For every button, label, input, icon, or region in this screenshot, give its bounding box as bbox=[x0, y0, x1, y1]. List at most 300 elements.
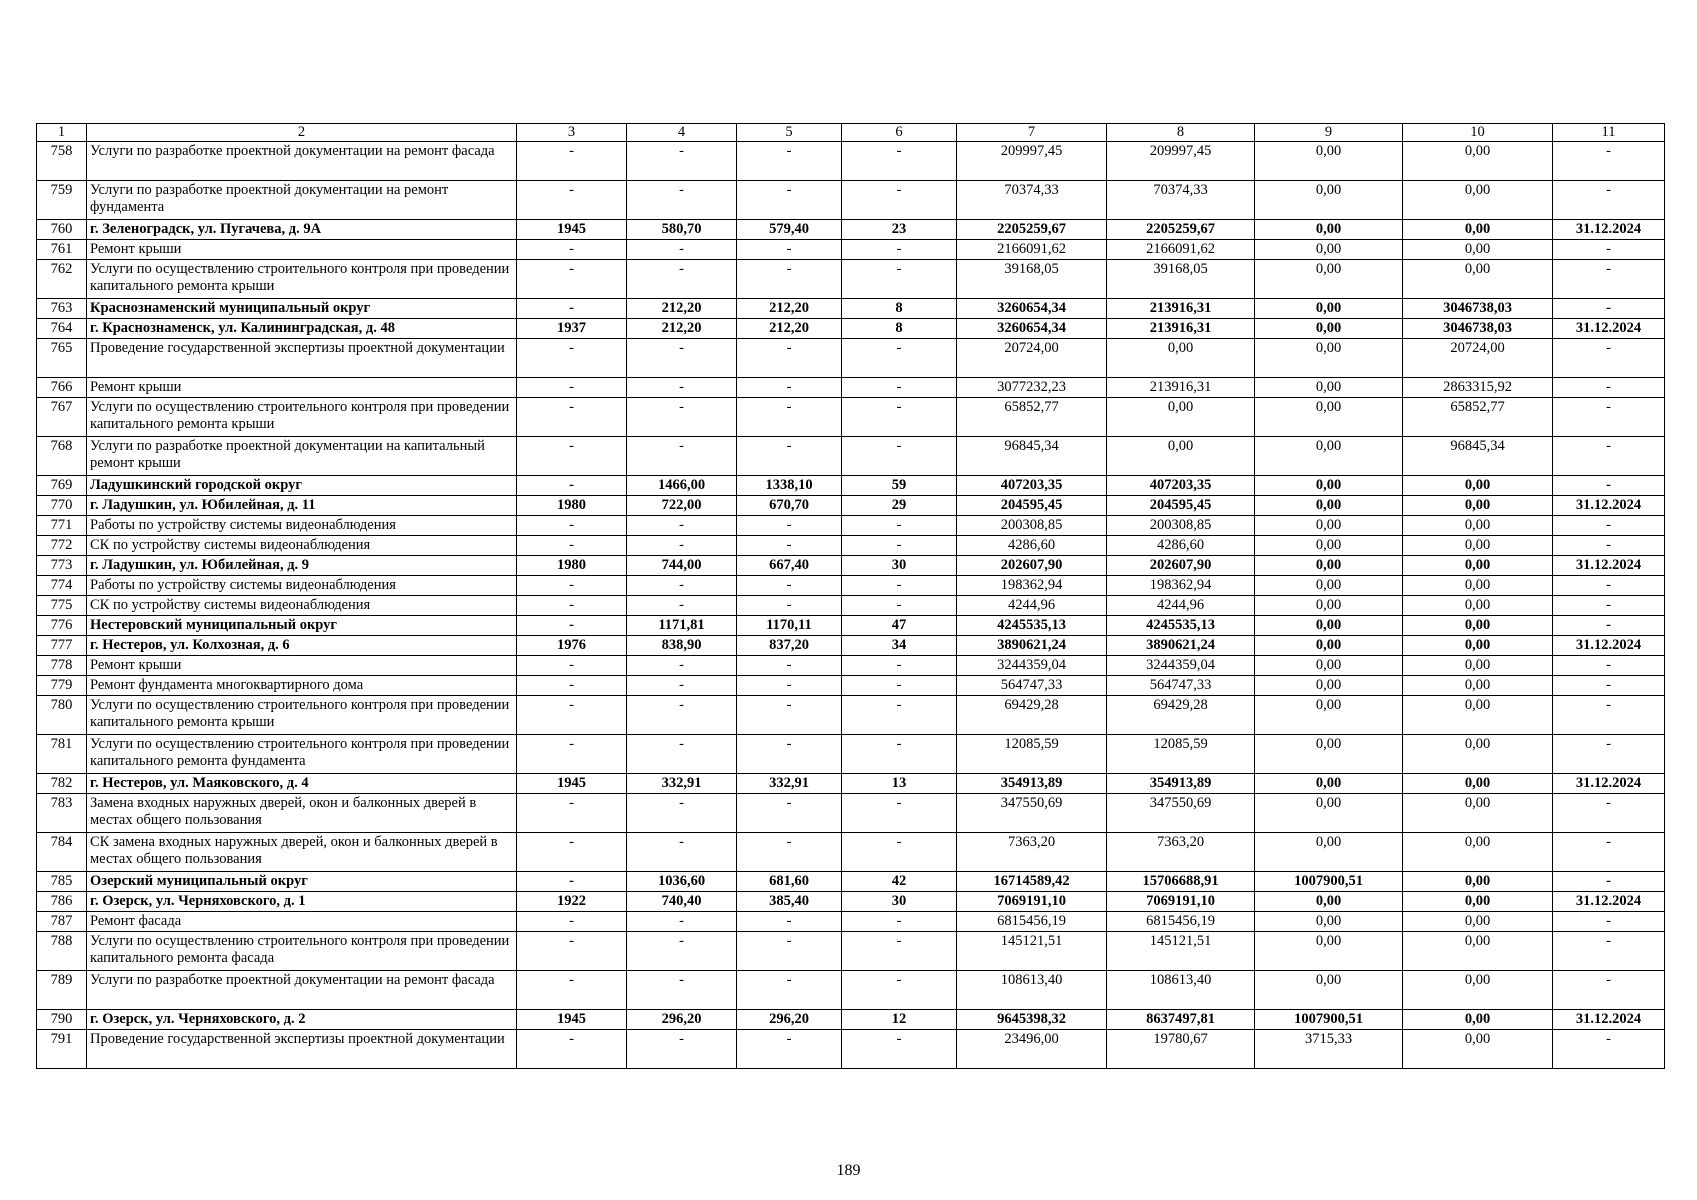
item-name-cell: Ремонт фундамента многоквартирного дома bbox=[87, 676, 517, 696]
cost-budget-cell: 0,00 bbox=[1255, 299, 1403, 319]
row-number-cell: 782 bbox=[37, 774, 87, 794]
area-total-cell: - bbox=[627, 398, 737, 437]
item-name-cell: Услуги по осуществлению строительного контроля при проведении капитального ремонта фундамента bbox=[87, 735, 517, 774]
area-living-cell: 837,20 bbox=[737, 636, 842, 656]
year-cell: 1976 bbox=[517, 636, 627, 656]
row-number-cell: 770 bbox=[37, 496, 87, 516]
cost-total-cell: 7363,20 bbox=[957, 833, 1107, 872]
residents-cell: - bbox=[842, 142, 957, 181]
area-living-cell: - bbox=[737, 181, 842, 220]
area-total-cell: - bbox=[627, 339, 737, 378]
cost-budget-cell: 0,00 bbox=[1255, 240, 1403, 260]
row-number-cell: 767 bbox=[37, 398, 87, 437]
cost-total-cell: 23496,00 bbox=[957, 1030, 1107, 1069]
row-number-cell: 785 bbox=[37, 872, 87, 892]
residents-cell: 13 bbox=[842, 774, 957, 794]
table-row bbox=[37, 339, 1665, 378]
item-name-cell: Ремонт крыши bbox=[87, 240, 517, 260]
row-number-cell: 765 bbox=[37, 339, 87, 378]
area-total-cell: - bbox=[627, 833, 737, 872]
item-name-cell: Услуги по разработке проектной документации на ремонт фасада bbox=[87, 142, 517, 181]
cost-total-cell: 200308,85 bbox=[957, 516, 1107, 536]
residents-cell: - bbox=[842, 735, 957, 774]
year-cell: - bbox=[517, 240, 627, 260]
area-living-cell: - bbox=[737, 536, 842, 556]
cost-fund-cell: 354913,89 bbox=[1107, 774, 1255, 794]
area-total-cell: 722,00 bbox=[627, 496, 737, 516]
table-row bbox=[37, 576, 1665, 596]
area-total-cell: - bbox=[627, 516, 737, 536]
table-row bbox=[37, 971, 1665, 1010]
cost-owners-cell: 0,00 bbox=[1403, 636, 1553, 656]
completion-date-cell: 31.12.2024 bbox=[1553, 496, 1665, 516]
residents-cell: - bbox=[842, 794, 957, 833]
area-living-cell: 667,40 bbox=[737, 556, 842, 576]
table-row bbox=[37, 892, 1665, 912]
area-living-cell: - bbox=[737, 912, 842, 932]
row-number-cell: 784 bbox=[37, 833, 87, 872]
table-row bbox=[37, 496, 1665, 516]
year-cell: - bbox=[517, 536, 627, 556]
table-row bbox=[37, 220, 1665, 240]
cost-total-cell: 7069191,10 bbox=[957, 892, 1107, 912]
residents-cell: 30 bbox=[842, 892, 957, 912]
area-living-cell: - bbox=[737, 696, 842, 735]
cost-fund-cell: 7069191,10 bbox=[1107, 892, 1255, 912]
cost-fund-cell: 15706688,91 bbox=[1107, 872, 1255, 892]
area-living-cell: 1338,10 bbox=[737, 476, 842, 496]
completion-date-cell: 31.12.2024 bbox=[1553, 636, 1665, 656]
row-number-cell: 778 bbox=[37, 656, 87, 676]
cost-fund-cell: 145121,51 bbox=[1107, 932, 1255, 971]
cost-owners-cell: 0,00 bbox=[1403, 516, 1553, 536]
row-number-cell: 763 bbox=[37, 299, 87, 319]
item-name-cell: СК по устройству системы видеонаблюдения bbox=[87, 596, 517, 616]
row-number-cell: 789 bbox=[37, 971, 87, 1010]
area-total-cell: - bbox=[627, 912, 737, 932]
table-row bbox=[37, 536, 1665, 556]
cost-fund-cell: 213916,31 bbox=[1107, 319, 1255, 339]
item-name-cell: г. Озерск, ул. Черняховского, д. 2 bbox=[87, 1010, 517, 1030]
cost-total-cell: 202607,90 bbox=[957, 556, 1107, 576]
row-number-cell: 762 bbox=[37, 260, 87, 299]
column-header: 7 bbox=[957, 124, 1107, 142]
row-number-cell: 768 bbox=[37, 437, 87, 476]
area-living-cell: - bbox=[737, 516, 842, 536]
area-total-cell: - bbox=[627, 181, 737, 220]
row-number-cell: 759 bbox=[37, 181, 87, 220]
item-name-cell: Услуги по осуществлению строительного контроля при проведении капитального ремонта крыши bbox=[87, 398, 517, 437]
item-name-cell: СК по устройству системы видеонаблюдения bbox=[87, 536, 517, 556]
residents-cell: 30 bbox=[842, 556, 957, 576]
cost-budget-cell: 3715,33 bbox=[1255, 1030, 1403, 1069]
completion-date-cell: 31.12.2024 bbox=[1553, 556, 1665, 576]
cost-owners-cell: 3046738,03 bbox=[1403, 319, 1553, 339]
table-row bbox=[37, 774, 1665, 794]
cost-owners-cell: 0,00 bbox=[1403, 656, 1553, 676]
cost-total-cell: 4286,60 bbox=[957, 536, 1107, 556]
cost-fund-cell: 70374,33 bbox=[1107, 181, 1255, 220]
year-cell: - bbox=[517, 616, 627, 636]
residents-cell: - bbox=[842, 912, 957, 932]
row-number-cell: 769 bbox=[37, 476, 87, 496]
area-living-cell: 1170,11 bbox=[737, 616, 842, 636]
cost-owners-cell: 0,00 bbox=[1403, 794, 1553, 833]
cost-total-cell: 20724,00 bbox=[957, 339, 1107, 378]
year-cell: - bbox=[517, 735, 627, 774]
cost-owners-cell: 0,00 bbox=[1403, 912, 1553, 932]
area-living-cell: - bbox=[737, 656, 842, 676]
cost-fund-cell: 8637497,81 bbox=[1107, 1010, 1255, 1030]
year-cell: - bbox=[517, 378, 627, 398]
area-total-cell: - bbox=[627, 260, 737, 299]
completion-date-cell: - bbox=[1553, 378, 1665, 398]
cost-budget-cell: 0,00 bbox=[1255, 260, 1403, 299]
year-cell: - bbox=[517, 299, 627, 319]
cost-fund-cell: 202607,90 bbox=[1107, 556, 1255, 576]
cost-fund-cell: 213916,31 bbox=[1107, 378, 1255, 398]
residents-cell: 29 bbox=[842, 496, 957, 516]
cost-budget-cell: 0,00 bbox=[1255, 496, 1403, 516]
cost-total-cell: 70374,33 bbox=[957, 181, 1107, 220]
area-living-cell: 681,60 bbox=[737, 872, 842, 892]
cost-budget-cell: 0,00 bbox=[1255, 576, 1403, 596]
item-name-cell: Проведение государственной экспертизы проектной документации bbox=[87, 339, 517, 378]
table-row bbox=[37, 516, 1665, 536]
cost-total-cell: 209997,45 bbox=[957, 142, 1107, 181]
item-name-cell: Услуги по разработке проектной документации на ремонт фундамента bbox=[87, 181, 517, 220]
cost-fund-cell: 12085,59 bbox=[1107, 735, 1255, 774]
cost-owners-cell: 0,00 bbox=[1403, 240, 1553, 260]
cost-fund-cell: 19780,67 bbox=[1107, 1030, 1255, 1069]
cost-fund-cell: 39168,05 bbox=[1107, 260, 1255, 299]
area-living-cell: - bbox=[737, 833, 842, 872]
cost-fund-cell: 108613,40 bbox=[1107, 971, 1255, 1010]
area-total-cell: 1171,81 bbox=[627, 616, 737, 636]
area-living-cell: - bbox=[737, 971, 842, 1010]
cost-fund-cell: 213916,31 bbox=[1107, 299, 1255, 319]
cost-owners-cell: 0,00 bbox=[1403, 596, 1553, 616]
page-number: 189 bbox=[836, 1162, 861, 1179]
cost-owners-cell: 96845,34 bbox=[1403, 437, 1553, 476]
row-number-cell: 773 bbox=[37, 556, 87, 576]
year-cell: - bbox=[517, 142, 627, 181]
row-number-cell: 777 bbox=[37, 636, 87, 656]
cost-total-cell: 4244,96 bbox=[957, 596, 1107, 616]
row-number-cell: 764 bbox=[37, 319, 87, 339]
residents-cell: - bbox=[842, 696, 957, 735]
cost-fund-cell: 209997,45 bbox=[1107, 142, 1255, 181]
cost-budget-cell: 0,00 bbox=[1255, 892, 1403, 912]
item-name-cell: Проведение государственной экспертизы проектной документации bbox=[87, 1030, 517, 1069]
column-header: 3 bbox=[517, 124, 627, 142]
item-name-cell: Краснознаменский муниципальный округ bbox=[87, 299, 517, 319]
area-living-cell: - bbox=[737, 260, 842, 299]
item-name-cell: г. Краснознаменск, ул. Калининградская, д. 48 bbox=[87, 319, 517, 339]
area-total-cell: 838,90 bbox=[627, 636, 737, 656]
row-number-cell: 780 bbox=[37, 696, 87, 735]
cost-fund-cell: 407203,35 bbox=[1107, 476, 1255, 496]
cost-total-cell: 347550,69 bbox=[957, 794, 1107, 833]
area-living-cell: 385,40 bbox=[737, 892, 842, 912]
item-name-cell: г. Озерск, ул. Черняховского, д. 1 bbox=[87, 892, 517, 912]
row-number-cell: 772 bbox=[37, 536, 87, 556]
column-header: 2 bbox=[87, 124, 517, 142]
row-number-cell: 760 bbox=[37, 220, 87, 240]
item-name-cell: Ладушкинский городской округ bbox=[87, 476, 517, 496]
completion-date-cell: - bbox=[1553, 299, 1665, 319]
completion-date-cell: - bbox=[1553, 260, 1665, 299]
cost-budget-cell: 0,00 bbox=[1255, 656, 1403, 676]
cost-budget-cell: 0,00 bbox=[1255, 636, 1403, 656]
residents-cell: - bbox=[842, 398, 957, 437]
item-name-cell: Работы по устройству системы видеонаблюдения bbox=[87, 516, 517, 536]
completion-date-cell: - bbox=[1553, 912, 1665, 932]
area-living-cell: - bbox=[737, 142, 842, 181]
cost-budget-cell: 1007900,51 bbox=[1255, 1010, 1403, 1030]
table-row bbox=[37, 1030, 1665, 1069]
cost-budget-cell: 0,00 bbox=[1255, 220, 1403, 240]
cost-owners-cell: 0,00 bbox=[1403, 496, 1553, 516]
completion-date-cell: - bbox=[1553, 794, 1665, 833]
completion-date-cell: - bbox=[1553, 576, 1665, 596]
year-cell: - bbox=[517, 696, 627, 735]
area-total-cell: - bbox=[627, 536, 737, 556]
completion-date-cell: - bbox=[1553, 833, 1665, 872]
item-name-cell: Услуги по разработке проектной документации на капитальный ремонт крыши bbox=[87, 437, 517, 476]
area-total-cell: - bbox=[627, 1030, 737, 1069]
area-total-cell: - bbox=[627, 794, 737, 833]
area-total-cell: - bbox=[627, 240, 737, 260]
cost-budget-cell: 0,00 bbox=[1255, 142, 1403, 181]
area-living-cell: 332,91 bbox=[737, 774, 842, 794]
cost-budget-cell: 0,00 bbox=[1255, 319, 1403, 339]
completion-date-cell: - bbox=[1553, 971, 1665, 1010]
year-cell: 1945 bbox=[517, 220, 627, 240]
completion-date-cell: - bbox=[1553, 1030, 1665, 1069]
cost-fund-cell: 4245535,13 bbox=[1107, 616, 1255, 636]
cost-total-cell: 16714589,42 bbox=[957, 872, 1107, 892]
cost-owners-cell: 2863315,92 bbox=[1403, 378, 1553, 398]
area-total-cell: 332,91 bbox=[627, 774, 737, 794]
item-name-cell: г. Нестеров, ул. Маяковского, д. 4 bbox=[87, 774, 517, 794]
area-total-cell: 1466,00 bbox=[627, 476, 737, 496]
column-header: 10 bbox=[1403, 124, 1553, 142]
column-number-row bbox=[37, 124, 1665, 142]
area-living-cell: - bbox=[737, 437, 842, 476]
item-name-cell: г. Ладушкин, ул. Юбилейная, д. 9 bbox=[87, 556, 517, 576]
cost-fund-cell: 200308,85 bbox=[1107, 516, 1255, 536]
cost-owners-cell: 0,00 bbox=[1403, 1010, 1553, 1030]
cost-budget-cell: 0,00 bbox=[1255, 616, 1403, 636]
residents-cell: - bbox=[842, 1030, 957, 1069]
row-number-cell: 771 bbox=[37, 516, 87, 536]
residents-cell: 42 bbox=[842, 872, 957, 892]
table-row bbox=[37, 872, 1665, 892]
cost-owners-cell: 0,00 bbox=[1403, 1030, 1553, 1069]
year-cell: - bbox=[517, 260, 627, 299]
cost-budget-cell: 0,00 bbox=[1255, 181, 1403, 220]
cost-owners-cell: 0,00 bbox=[1403, 556, 1553, 576]
row-number-cell: 758 bbox=[37, 142, 87, 181]
item-name-cell: Ремонт крыши bbox=[87, 378, 517, 398]
residents-cell: - bbox=[842, 656, 957, 676]
completion-date-cell: - bbox=[1553, 398, 1665, 437]
item-name-cell: Услуги по осуществлению строительного контроля при проведении капитального ремонта крыши bbox=[87, 260, 517, 299]
cost-fund-cell: 204595,45 bbox=[1107, 496, 1255, 516]
area-total-cell: - bbox=[627, 971, 737, 1010]
table-row bbox=[37, 636, 1665, 656]
area-total-cell: 580,70 bbox=[627, 220, 737, 240]
residents-cell: - bbox=[842, 378, 957, 398]
year-cell: - bbox=[517, 794, 627, 833]
completion-date-cell: - bbox=[1553, 339, 1665, 378]
cost-budget-cell: 0,00 bbox=[1255, 794, 1403, 833]
cost-total-cell: 145121,51 bbox=[957, 932, 1107, 971]
cost-budget-cell: 0,00 bbox=[1255, 398, 1403, 437]
residents-cell: 12 bbox=[842, 1010, 957, 1030]
year-cell: 1945 bbox=[517, 774, 627, 794]
residents-cell: 34 bbox=[842, 636, 957, 656]
cost-budget-cell: 0,00 bbox=[1255, 476, 1403, 496]
cost-owners-cell: 0,00 bbox=[1403, 576, 1553, 596]
residents-cell: - bbox=[842, 181, 957, 220]
table-row bbox=[37, 181, 1665, 220]
cost-owners-cell: 0,00 bbox=[1403, 971, 1553, 1010]
completion-date-cell: - bbox=[1553, 476, 1665, 496]
item-name-cell: Ремонт фасада bbox=[87, 912, 517, 932]
table-row bbox=[37, 932, 1665, 971]
residents-cell: - bbox=[842, 833, 957, 872]
area-living-cell: - bbox=[737, 596, 842, 616]
completion-date-cell: - bbox=[1553, 181, 1665, 220]
cost-budget-cell: 0,00 bbox=[1255, 339, 1403, 378]
cost-budget-cell: 0,00 bbox=[1255, 596, 1403, 616]
cost-budget-cell: 0,00 bbox=[1255, 536, 1403, 556]
completion-date-cell: - bbox=[1553, 676, 1665, 696]
row-number-cell: 775 bbox=[37, 596, 87, 616]
residents-cell: - bbox=[842, 536, 957, 556]
table-row bbox=[37, 378, 1665, 398]
area-living-cell: 212,20 bbox=[737, 299, 842, 319]
column-header: 6 bbox=[842, 124, 957, 142]
cost-fund-cell: 0,00 bbox=[1107, 398, 1255, 437]
row-number-cell: 790 bbox=[37, 1010, 87, 1030]
cost-fund-cell: 4244,96 bbox=[1107, 596, 1255, 616]
year-cell: - bbox=[517, 833, 627, 872]
cost-budget-cell: 0,00 bbox=[1255, 676, 1403, 696]
completion-date-cell: - bbox=[1553, 142, 1665, 181]
area-total-cell: - bbox=[627, 735, 737, 774]
table-row bbox=[37, 437, 1665, 476]
area-living-cell: 670,70 bbox=[737, 496, 842, 516]
residents-cell: - bbox=[842, 516, 957, 536]
year-cell: 1922 bbox=[517, 892, 627, 912]
cost-total-cell: 6815456,19 bbox=[957, 912, 1107, 932]
area-total-cell: - bbox=[627, 437, 737, 476]
cost-budget-cell: 0,00 bbox=[1255, 932, 1403, 971]
cost-total-cell: 108613,40 bbox=[957, 971, 1107, 1010]
item-name-cell: Замена входных наружных дверей, окон и балконных дверей в местах общего пользования bbox=[87, 794, 517, 833]
table-row bbox=[37, 912, 1665, 932]
cost-budget-cell: 0,00 bbox=[1255, 774, 1403, 794]
cost-fund-cell: 198362,94 bbox=[1107, 576, 1255, 596]
year-cell: - bbox=[517, 872, 627, 892]
document-sheet bbox=[36, 123, 1664, 1069]
year-cell: - bbox=[517, 656, 627, 676]
cost-owners-cell: 20724,00 bbox=[1403, 339, 1553, 378]
cost-owners-cell: 0,00 bbox=[1403, 476, 1553, 496]
table-row bbox=[37, 1010, 1665, 1030]
area-total-cell: 740,40 bbox=[627, 892, 737, 912]
area-total-cell: - bbox=[627, 932, 737, 971]
cost-total-cell: 564747,33 bbox=[957, 676, 1107, 696]
item-name-cell: Ремонт крыши bbox=[87, 656, 517, 676]
column-header: 1 bbox=[37, 124, 87, 142]
area-living-cell: 579,40 bbox=[737, 220, 842, 240]
residents-cell: 8 bbox=[842, 299, 957, 319]
cost-total-cell: 4245535,13 bbox=[957, 616, 1107, 636]
area-total-cell: 744,00 bbox=[627, 556, 737, 576]
cost-total-cell: 3077232,23 bbox=[957, 378, 1107, 398]
cost-owners-cell: 0,00 bbox=[1403, 892, 1553, 912]
area-total-cell: - bbox=[627, 696, 737, 735]
row-number-cell: 776 bbox=[37, 616, 87, 636]
year-cell: - bbox=[517, 971, 627, 1010]
cost-total-cell: 3260654,34 bbox=[957, 299, 1107, 319]
residents-cell: - bbox=[842, 971, 957, 1010]
year-cell: - bbox=[517, 932, 627, 971]
cost-total-cell: 39168,05 bbox=[957, 260, 1107, 299]
cost-owners-cell: 0,00 bbox=[1403, 735, 1553, 774]
area-total-cell: 1036,60 bbox=[627, 872, 737, 892]
item-name-cell: г. Зеленоградск, ул. Пугачева, д. 9А bbox=[87, 220, 517, 240]
cost-fund-cell: 0,00 bbox=[1107, 339, 1255, 378]
table-row bbox=[37, 616, 1665, 636]
area-total-cell: 212,20 bbox=[627, 299, 737, 319]
cost-owners-cell: 65852,77 bbox=[1403, 398, 1553, 437]
cost-owners-cell: 3046738,03 bbox=[1403, 299, 1553, 319]
cost-owners-cell: 0,00 bbox=[1403, 616, 1553, 636]
cost-budget-cell: 0,00 bbox=[1255, 696, 1403, 735]
cost-fund-cell: 7363,20 bbox=[1107, 833, 1255, 872]
item-name-cell: Услуги по разработке проектной документации на ремонт фасада bbox=[87, 971, 517, 1010]
residents-cell: 23 bbox=[842, 220, 957, 240]
row-number-cell: 766 bbox=[37, 378, 87, 398]
table-row bbox=[37, 596, 1665, 616]
row-number-cell: 781 bbox=[37, 735, 87, 774]
year-cell: - bbox=[517, 1030, 627, 1069]
cost-budget-cell: 0,00 bbox=[1255, 735, 1403, 774]
year-cell: - bbox=[517, 912, 627, 932]
residents-cell: - bbox=[842, 932, 957, 971]
cost-owners-cell: 0,00 bbox=[1403, 142, 1553, 181]
year-cell: 1980 bbox=[517, 496, 627, 516]
cost-total-cell: 96845,34 bbox=[957, 437, 1107, 476]
cost-total-cell: 3244359,04 bbox=[957, 656, 1107, 676]
row-number-cell: 779 bbox=[37, 676, 87, 696]
cost-fund-cell: 2205259,67 bbox=[1107, 220, 1255, 240]
residents-cell: 8 bbox=[842, 319, 957, 339]
row-number-cell: 791 bbox=[37, 1030, 87, 1069]
area-living-cell: - bbox=[737, 676, 842, 696]
year-cell: - bbox=[517, 476, 627, 496]
year-cell: - bbox=[517, 181, 627, 220]
column-header: 5 bbox=[737, 124, 842, 142]
cost-total-cell: 2205259,67 bbox=[957, 220, 1107, 240]
cost-fund-cell: 347550,69 bbox=[1107, 794, 1255, 833]
residents-cell: 59 bbox=[842, 476, 957, 496]
